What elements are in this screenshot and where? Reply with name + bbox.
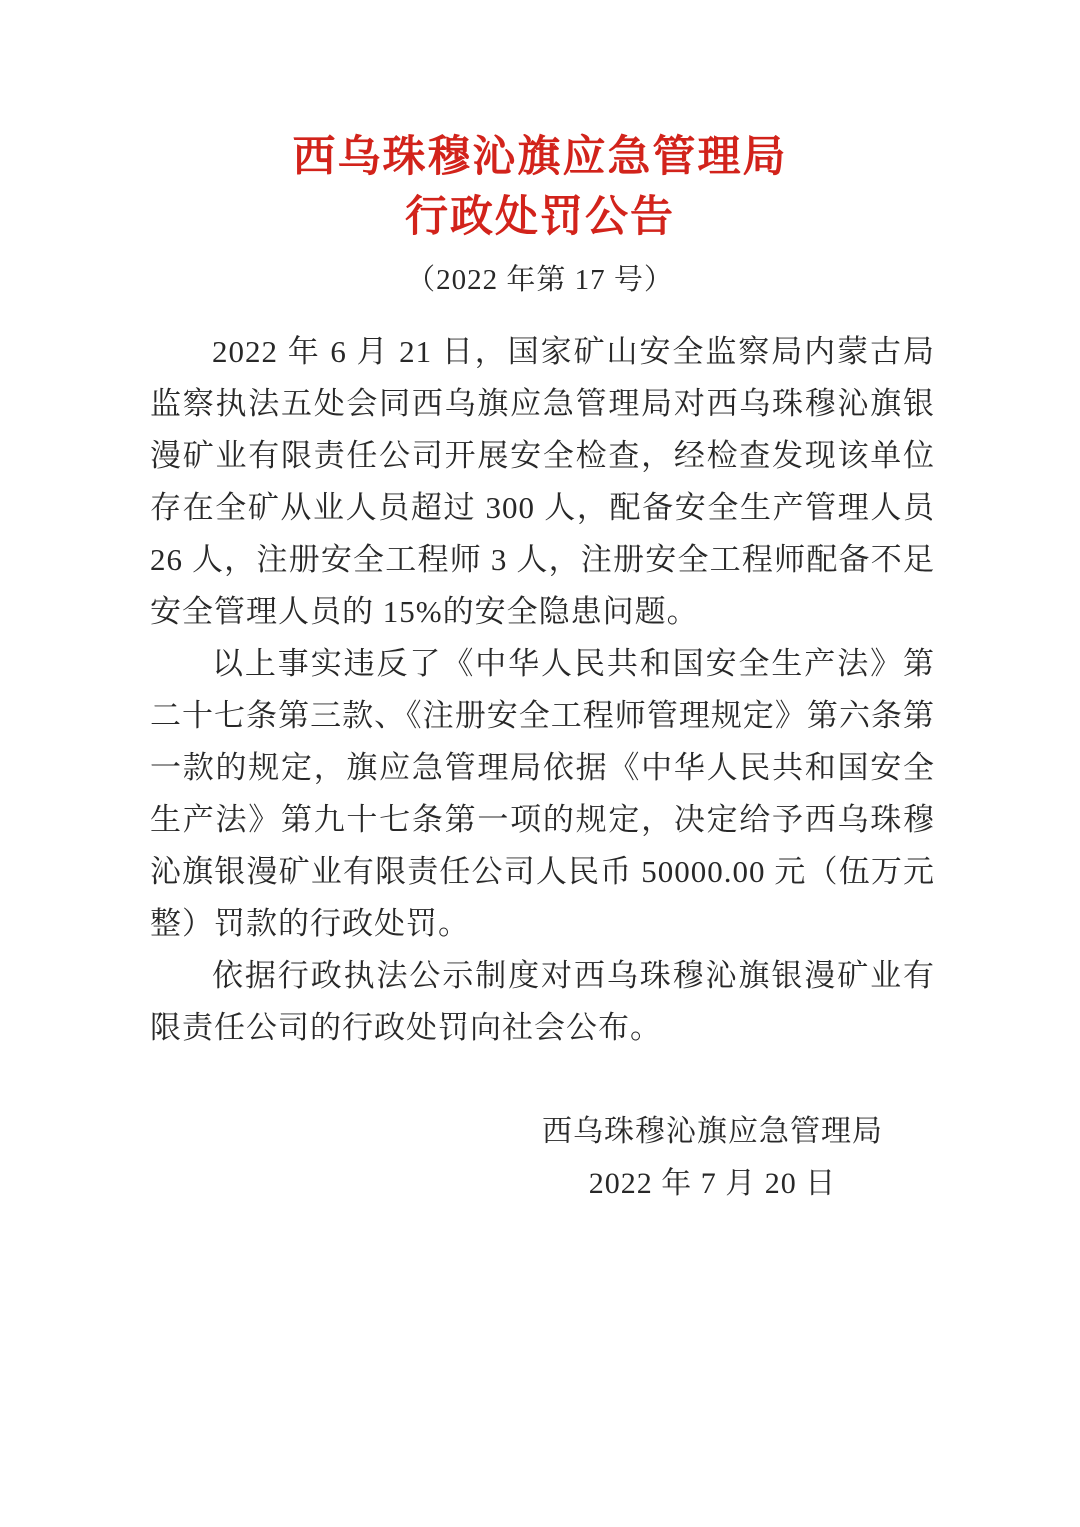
document-number: （2022 年第 17 号） bbox=[406, 264, 674, 296]
document-body bbox=[150, 326, 935, 1054]
document-title-line2: 行政处罚公告 bbox=[405, 194, 675, 241]
paragraph-public-disclosure: 依据行政执法公示制度对西乌珠穆沁旗银漫矿业有限责任公司的行政处罚向社会公布。 bbox=[150, 958, 935, 1045]
issuing-authority: 西乌珠穆沁旗应急管理局 bbox=[542, 1115, 883, 1148]
signature-block bbox=[542, 1106, 883, 1210]
paragraph-legal-basis-penalty: 以上事实违反了《中华人民共和国安全生产法》第二十七条第三款、《注册安全工程师管理规定》第六条第一款的规定，旗应急管理局依据《中华人民共和国安全生产法》第九十七条第一项的规定，决定给予西乌珠穆沁旗银漫矿业有限责任公司人民币 50000.00 元（伍万元整）罚款的行政处罚。 bbox=[150, 646, 935, 941]
paragraph-inspection-findings: 2022 年 6 月 21 日，国家矿山安全监察局内蒙古局监察执法五处会同西乌旗应急管理局对西乌珠穆沁旗银漫矿业有限责任公司开展安全检查，经检查发现该单位存在全矿从业人员超过 300 人，配备安全生产管理人员 26 人，注册安全工程师 3 人，注册安全工程师配备不足安全管理人员的 15%的安全隐患问题。 bbox=[150, 334, 935, 629]
document-title bbox=[0, 0, 1080, 248]
issue-date: 2022 年 7 月 20 日 bbox=[588, 1167, 837, 1200]
document-title-line1: 西乌珠穆沁旗应急管理局 bbox=[292, 134, 788, 181]
